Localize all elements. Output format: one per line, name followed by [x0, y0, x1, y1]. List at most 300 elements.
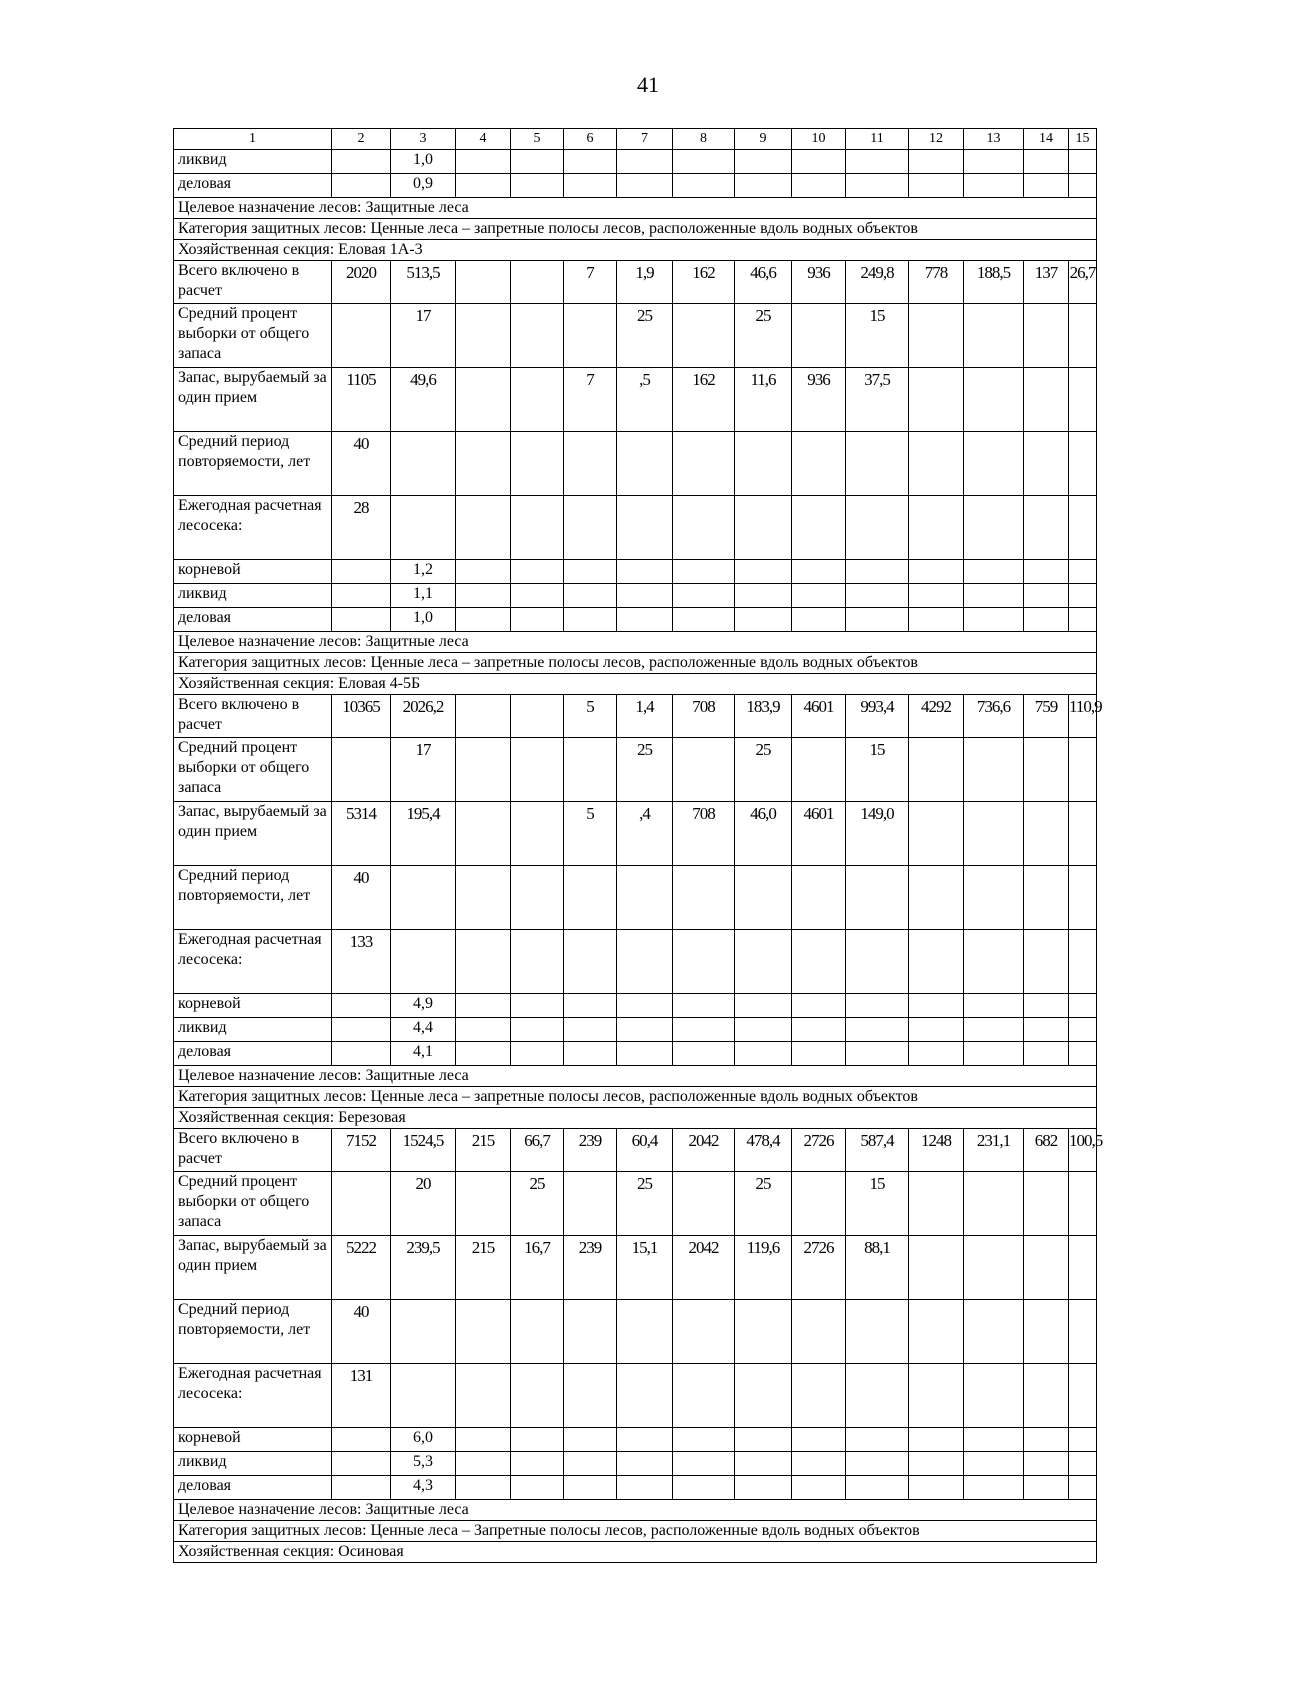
- empty-cell: [909, 584, 964, 608]
- data-cell: [564, 866, 617, 930]
- empty-cell: [511, 1042, 564, 1066]
- empty-cell: [332, 1428, 391, 1452]
- row-label: Средний период повторяемости, лет: [174, 866, 332, 930]
- row-value: 0,9: [391, 174, 456, 198]
- empty-cell: [735, 1042, 792, 1066]
- subtotal-row: [174, 608, 1097, 632]
- data-cell: [1069, 304, 1097, 368]
- empty-cell: [1024, 150, 1069, 174]
- data-cell: [846, 1364, 909, 1428]
- data-cell: [1024, 304, 1069, 368]
- data-cell: 162: [673, 261, 735, 304]
- data-cell: [792, 496, 846, 560]
- data-cell: 110,9: [1069, 695, 1097, 738]
- data-cell: 1105: [332, 368, 391, 432]
- data-cell: 15,1: [617, 1236, 673, 1300]
- data-cell: [964, 496, 1024, 560]
- empty-cell: [456, 1018, 511, 1042]
- data-cell: [511, 695, 564, 738]
- data-cell: 40: [332, 1300, 391, 1364]
- empty-cell: [332, 1018, 391, 1042]
- data-cell: 587,4: [846, 1129, 909, 1172]
- data-cell: 66,7: [511, 1129, 564, 1172]
- empty-cell: [511, 150, 564, 174]
- empty-cell: [332, 150, 391, 174]
- empty-cell: [332, 994, 391, 1018]
- data-cell: 736,6: [964, 695, 1024, 738]
- data-cell: 183,9: [735, 695, 792, 738]
- row-label: деловая: [174, 1476, 332, 1500]
- data-cell: 28: [332, 496, 391, 560]
- empty-cell: [846, 1428, 909, 1452]
- subtotal-row: [174, 1018, 1097, 1042]
- data-cell: [964, 432, 1024, 496]
- data-cell: 239: [564, 1129, 617, 1172]
- empty-cell: [332, 608, 391, 632]
- data-row: [174, 695, 1097, 738]
- empty-cell: [964, 1018, 1024, 1042]
- section-info-row: [174, 1500, 1097, 1521]
- subtotal-row: [174, 174, 1097, 198]
- empty-cell: [846, 608, 909, 632]
- data-cell: 7: [564, 261, 617, 304]
- data-cell: [511, 802, 564, 866]
- data-cell: [1024, 368, 1069, 432]
- data-cell: [909, 930, 964, 994]
- data-cell: [391, 866, 456, 930]
- row-label: Запас, вырубаемый за один прием: [174, 802, 332, 866]
- data-cell: 195,4: [391, 802, 456, 866]
- row-label: ликвид: [174, 150, 332, 174]
- column-number: 7: [617, 129, 673, 150]
- row-value: 4,1: [391, 1042, 456, 1066]
- data-cell: [617, 930, 673, 994]
- empty-cell: [735, 584, 792, 608]
- section-info: Категория защитных лесов: Ценные леса – запретные полосы лесов, расположенные вдоль водных объектов: [174, 653, 1097, 674]
- empty-cell: [792, 1428, 846, 1452]
- empty-cell: [332, 560, 391, 584]
- data-cell: 513,5: [391, 261, 456, 304]
- forest-calc-table: [173, 128, 1103, 1563]
- empty-cell: [1024, 584, 1069, 608]
- row-label: корневой: [174, 1428, 332, 1452]
- empty-cell: [673, 608, 735, 632]
- data-cell: [735, 866, 792, 930]
- section-info-row: [174, 240, 1097, 261]
- data-cell: [673, 1300, 735, 1364]
- data-cell: [564, 738, 617, 802]
- data-cell: 17: [391, 304, 456, 368]
- empty-cell: [909, 1452, 964, 1476]
- empty-cell: [846, 1042, 909, 1066]
- data-cell: 46,0: [735, 802, 792, 866]
- data-cell: [564, 496, 617, 560]
- data-cell: [1024, 738, 1069, 802]
- empty-cell: [332, 584, 391, 608]
- data-cell: [564, 1172, 617, 1236]
- empty-cell: [846, 994, 909, 1018]
- column-number: 2: [332, 129, 391, 150]
- data-cell: [332, 1172, 391, 1236]
- row-label: Ежегодная расчетная лесосека:: [174, 930, 332, 994]
- data-cell: [1024, 496, 1069, 560]
- row-label: корневой: [174, 994, 332, 1018]
- row-label: Средний процент выборки от общего запаса: [174, 1172, 332, 1236]
- row-label: Средний период повторяемости, лет: [174, 1300, 332, 1364]
- section-info-row: [174, 1066, 1097, 1087]
- data-cell: 2726: [792, 1236, 846, 1300]
- data-cell: [964, 368, 1024, 432]
- empty-cell: [735, 1452, 792, 1476]
- data-cell: [456, 695, 511, 738]
- row-label: корневой: [174, 560, 332, 584]
- data-cell: 5222: [332, 1236, 391, 1300]
- section-info-row: [174, 632, 1097, 653]
- empty-cell: [1024, 1042, 1069, 1066]
- data-cell: [1069, 866, 1097, 930]
- empty-cell: [617, 1042, 673, 1066]
- data-cell: [456, 930, 511, 994]
- column-number: 13: [964, 129, 1024, 150]
- empty-cell: [564, 1476, 617, 1500]
- data-cell: [456, 368, 511, 432]
- empty-cell: [964, 994, 1024, 1018]
- data-cell: [511, 1300, 564, 1364]
- data-cell: [456, 261, 511, 304]
- data-cell: [964, 738, 1024, 802]
- data-row: [174, 304, 1097, 368]
- empty-cell: [511, 1452, 564, 1476]
- data-cell: [1069, 802, 1097, 866]
- data-row: [174, 368, 1097, 432]
- empty-cell: [673, 174, 735, 198]
- data-cell: 1,9: [617, 261, 673, 304]
- empty-cell: [564, 608, 617, 632]
- data-cell: 16,7: [511, 1236, 564, 1300]
- section-info-row: [174, 1087, 1097, 1108]
- column-number: 15: [1069, 129, 1097, 150]
- empty-cell: [1069, 1018, 1097, 1042]
- empty-cell: [456, 1428, 511, 1452]
- row-label: деловая: [174, 1042, 332, 1066]
- data-cell: 25: [735, 1172, 792, 1236]
- empty-cell: [964, 174, 1024, 198]
- section-info-row: [174, 198, 1097, 219]
- data-cell: 215: [456, 1129, 511, 1172]
- data-cell: 37,5: [846, 368, 909, 432]
- data-cell: [564, 930, 617, 994]
- section-info-row: [174, 219, 1097, 240]
- data-cell: [456, 496, 511, 560]
- empty-cell: [964, 560, 1024, 584]
- empty-cell: [846, 584, 909, 608]
- data-cell: 2726: [792, 1129, 846, 1172]
- row-label: деловая: [174, 608, 332, 632]
- data-cell: [1024, 802, 1069, 866]
- empty-cell: [792, 1476, 846, 1500]
- empty-cell: [1024, 1452, 1069, 1476]
- data-row: [174, 1300, 1097, 1364]
- data-cell: 119,6: [735, 1236, 792, 1300]
- empty-cell: [673, 560, 735, 584]
- data-cell: [846, 432, 909, 496]
- data-cell: [456, 432, 511, 496]
- empty-cell: [564, 174, 617, 198]
- empty-cell: [792, 994, 846, 1018]
- empty-cell: [846, 1476, 909, 1500]
- empty-cell: [617, 1428, 673, 1452]
- data-cell: 10365: [332, 695, 391, 738]
- data-cell: [1069, 1300, 1097, 1364]
- data-cell: [511, 432, 564, 496]
- data-cell: 2020: [332, 261, 391, 304]
- column-number: 4: [456, 129, 511, 150]
- column-number: 14: [1024, 129, 1069, 150]
- empty-cell: [909, 174, 964, 198]
- data-cell: [735, 930, 792, 994]
- data-cell: 25: [617, 304, 673, 368]
- data-row: [174, 432, 1097, 496]
- row-label: Ежегодная расчетная лесосека:: [174, 496, 332, 560]
- empty-cell: [846, 174, 909, 198]
- empty-cell: [735, 174, 792, 198]
- section-info: Хозяйственная секция: Еловая 4-5Б: [174, 674, 1097, 695]
- data-cell: 49,6: [391, 368, 456, 432]
- data-cell: [909, 1300, 964, 1364]
- data-cell: [1024, 432, 1069, 496]
- empty-cell: [617, 608, 673, 632]
- empty-cell: [564, 1042, 617, 1066]
- empty-cell: [909, 560, 964, 584]
- data-cell: 708: [673, 695, 735, 738]
- data-row: [174, 496, 1097, 560]
- empty-cell: [846, 1018, 909, 1042]
- empty-cell: [1024, 1018, 1069, 1042]
- data-row: [174, 930, 1097, 994]
- empty-cell: [617, 1018, 673, 1042]
- empty-cell: [792, 1042, 846, 1066]
- empty-cell: [1024, 174, 1069, 198]
- data-cell: [1024, 930, 1069, 994]
- empty-cell: [456, 608, 511, 632]
- data-cell: [511, 304, 564, 368]
- data-cell: [964, 1300, 1024, 1364]
- empty-cell: [332, 1452, 391, 1476]
- data-cell: [564, 432, 617, 496]
- section-info: Категория защитных лесов: Ценные леса – запретные полосы лесов, расположенные вдоль водных объектов: [174, 219, 1097, 240]
- subtotal-row: [174, 584, 1097, 608]
- empty-cell: [735, 1018, 792, 1042]
- data-cell: [1024, 1364, 1069, 1428]
- data-cell: [792, 432, 846, 496]
- empty-cell: [735, 608, 792, 632]
- empty-cell: [456, 1452, 511, 1476]
- empty-cell: [964, 608, 1024, 632]
- empty-cell: [673, 584, 735, 608]
- row-label: Ежегодная расчетная лесосека:: [174, 1364, 332, 1428]
- section-info-row: [174, 674, 1097, 695]
- data-cell: [617, 432, 673, 496]
- row-value: 1,2: [391, 560, 456, 584]
- data-cell: [792, 304, 846, 368]
- column-number: 5: [511, 129, 564, 150]
- subtotal-row: [174, 150, 1097, 174]
- data-cell: 46,6: [735, 261, 792, 304]
- data-cell: [673, 496, 735, 560]
- data-cell: [511, 368, 564, 432]
- data-cell: [964, 1236, 1024, 1300]
- empty-cell: [735, 150, 792, 174]
- data-cell: [909, 866, 964, 930]
- empty-cell: [792, 1018, 846, 1042]
- data-cell: [909, 1172, 964, 1236]
- column-number: 6: [564, 129, 617, 150]
- section-info: Целевое назначение лесов: Защитные леса: [174, 1500, 1097, 1521]
- row-value: 6,0: [391, 1428, 456, 1452]
- data-cell: [1069, 930, 1097, 994]
- data-cell: [964, 802, 1024, 866]
- section-info: Хозяйственная секция: Березовая: [174, 1108, 1097, 1129]
- empty-cell: [909, 1018, 964, 1042]
- subtotal-row: [174, 1428, 1097, 1452]
- data-cell: [564, 304, 617, 368]
- data-cell: [617, 496, 673, 560]
- empty-cell: [1069, 608, 1097, 632]
- empty-cell: [964, 150, 1024, 174]
- data-row: [174, 1172, 1097, 1236]
- data-cell: [511, 1364, 564, 1428]
- data-cell: 4601: [792, 802, 846, 866]
- data-cell: 2042: [673, 1236, 735, 1300]
- empty-cell: [673, 1042, 735, 1066]
- data-cell: 1524,5: [391, 1129, 456, 1172]
- empty-cell: [909, 1476, 964, 1500]
- row-label: Всего включено в расчет: [174, 695, 332, 738]
- data-cell: 708: [673, 802, 735, 866]
- data-cell: [1069, 1364, 1097, 1428]
- empty-cell: [1069, 1042, 1097, 1066]
- row-label: ликвид: [174, 584, 332, 608]
- data-cell: 936: [792, 368, 846, 432]
- empty-cell: [1069, 1428, 1097, 1452]
- data-cell: 215: [456, 1236, 511, 1300]
- empty-cell: [909, 994, 964, 1018]
- row-label: Всего включено в расчет: [174, 1129, 332, 1172]
- data-cell: [735, 1300, 792, 1364]
- data-cell: [391, 496, 456, 560]
- row-label: Средний процент выборки от общего запаса: [174, 304, 332, 368]
- row-value: 4,3: [391, 1476, 456, 1500]
- data-cell: [964, 930, 1024, 994]
- data-cell: 249,8: [846, 261, 909, 304]
- empty-cell: [1069, 1452, 1097, 1476]
- data-cell: [332, 304, 391, 368]
- data-cell: 2042: [673, 1129, 735, 1172]
- empty-cell: [909, 1428, 964, 1452]
- data-cell: 15: [846, 738, 909, 802]
- data-cell: [909, 738, 964, 802]
- data-cell: [1024, 1300, 1069, 1364]
- data-cell: [511, 738, 564, 802]
- empty-cell: [909, 608, 964, 632]
- data-cell: [735, 496, 792, 560]
- data-cell: [792, 1172, 846, 1236]
- data-cell: [456, 1172, 511, 1236]
- empty-cell: [964, 584, 1024, 608]
- data-cell: [617, 866, 673, 930]
- data-row: [174, 1364, 1097, 1428]
- section-info: Хозяйственная секция: Осиновая: [174, 1542, 1097, 1563]
- empty-cell: [1069, 994, 1097, 1018]
- empty-cell: [792, 150, 846, 174]
- data-cell: [456, 738, 511, 802]
- subtotal-row: [174, 994, 1097, 1018]
- empty-cell: [673, 1428, 735, 1452]
- data-cell: [1069, 496, 1097, 560]
- data-cell: ,4: [617, 802, 673, 866]
- empty-cell: [735, 560, 792, 584]
- empty-cell: [1024, 1476, 1069, 1500]
- empty-cell: [964, 1452, 1024, 1476]
- empty-cell: [1024, 1428, 1069, 1452]
- data-cell: 231,1: [964, 1129, 1024, 1172]
- data-cell: [456, 802, 511, 866]
- empty-cell: [792, 1452, 846, 1476]
- empty-cell: [456, 174, 511, 198]
- data-cell: 239,5: [391, 1236, 456, 1300]
- row-label: деловая: [174, 174, 332, 198]
- data-cell: [964, 1364, 1024, 1428]
- data-cell: 17: [391, 738, 456, 802]
- data-cell: [391, 1364, 456, 1428]
- empty-cell: [617, 584, 673, 608]
- data-cell: [1069, 1236, 1097, 1300]
- data-cell: 1248: [909, 1129, 964, 1172]
- data-cell: [511, 261, 564, 304]
- empty-cell: [332, 1042, 391, 1066]
- data-cell: [673, 866, 735, 930]
- empty-cell: [792, 560, 846, 584]
- data-cell: [1069, 738, 1097, 802]
- empty-cell: [564, 560, 617, 584]
- row-label: ликвид: [174, 1018, 332, 1042]
- empty-cell: [673, 1476, 735, 1500]
- data-cell: [909, 368, 964, 432]
- empty-cell: [511, 1476, 564, 1500]
- empty-cell: [617, 150, 673, 174]
- column-number: 12: [909, 129, 964, 150]
- data-cell: 137: [1024, 261, 1069, 304]
- subtotal-row: [174, 560, 1097, 584]
- data-cell: 5314: [332, 802, 391, 866]
- column-number: 1: [174, 129, 332, 150]
- data-cell: [564, 1364, 617, 1428]
- data-cell: [792, 1364, 846, 1428]
- data-cell: 5: [564, 695, 617, 738]
- data-cell: 478,4: [735, 1129, 792, 1172]
- empty-cell: [909, 150, 964, 174]
- empty-cell: [735, 994, 792, 1018]
- data-cell: 759: [1024, 695, 1069, 738]
- data-cell: [735, 432, 792, 496]
- subtotal-row: [174, 1042, 1097, 1066]
- data-cell: [673, 930, 735, 994]
- subtotal-row: [174, 1452, 1097, 1476]
- data-cell: [846, 930, 909, 994]
- data-cell: 40: [332, 866, 391, 930]
- data-row: [174, 738, 1097, 802]
- data-cell: 188,5: [964, 261, 1024, 304]
